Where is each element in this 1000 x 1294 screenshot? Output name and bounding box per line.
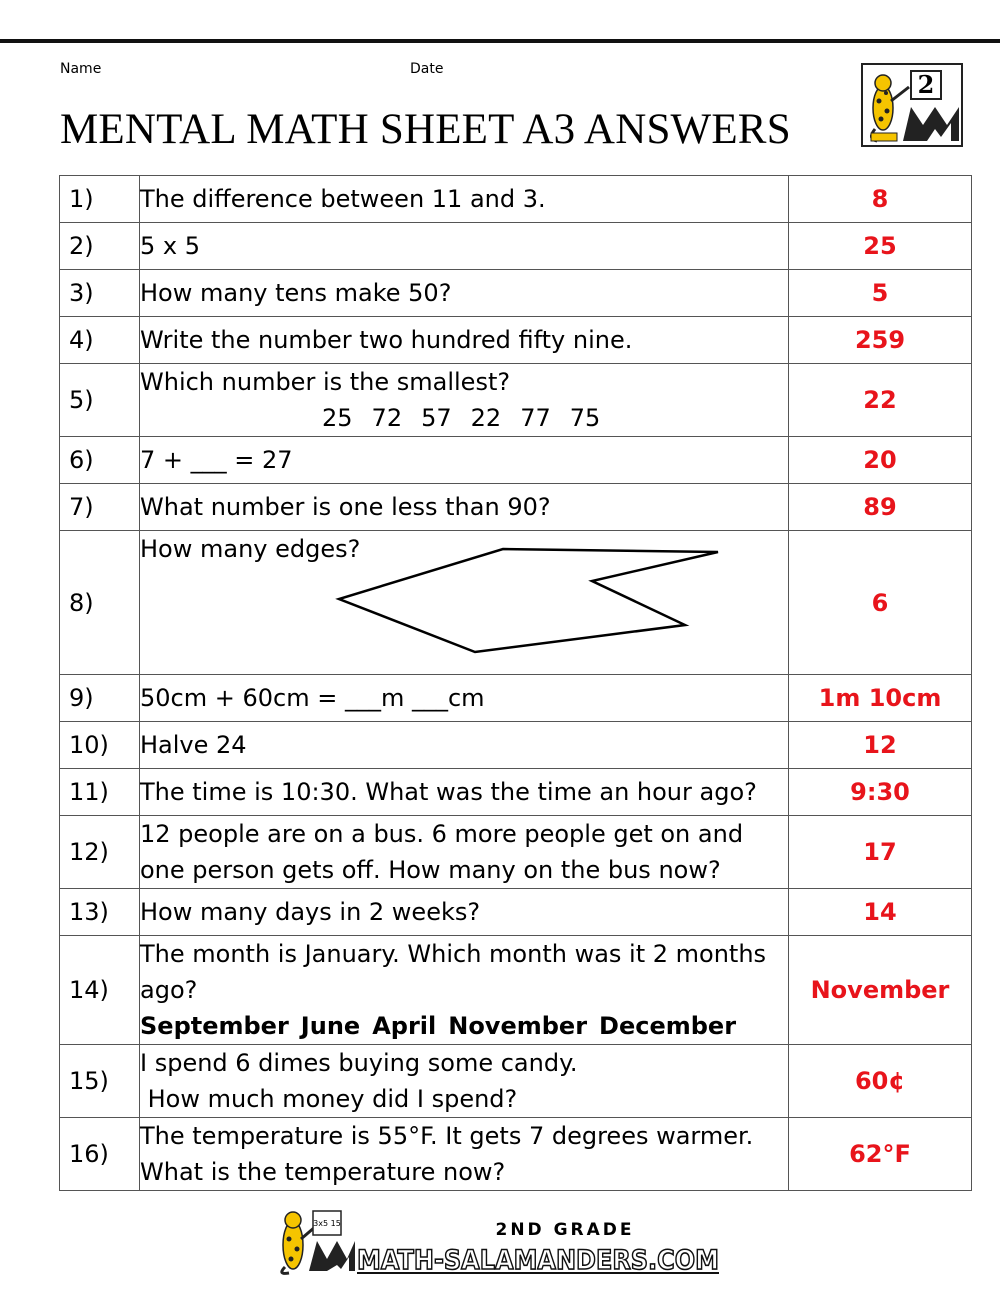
grade-digit: 2 <box>917 70 935 99</box>
table-row <box>60 176 972 223</box>
board-text: 3x5 15 <box>313 1219 341 1228</box>
salamander-logo <box>861 63 963 147</box>
questions-table <box>59 175 972 1191</box>
answer-cell: 14 <box>789 889 972 936</box>
answer-cell: 5 <box>789 270 972 317</box>
number-choice: 25 <box>322 404 353 432</box>
table-row <box>60 484 972 531</box>
table-row <box>60 1118 972 1191</box>
site-text: MATH-SALAMANDERS.COM <box>357 1245 719 1275</box>
answer-cell: 60¢ <box>789 1045 972 1118</box>
question-number: 16) <box>60 1118 140 1191</box>
question-line: The month is January. Which month was it 2 months <box>140 940 767 968</box>
table-row <box>60 889 972 936</box>
answer-cell: November <box>789 936 972 1045</box>
question-text: Write the number two hundred fifty nine. <box>140 317 789 364</box>
answer-cell: 25 <box>789 223 972 270</box>
answer-cell: 17 <box>789 816 972 889</box>
question-text: What number is one less than 90? <box>140 484 789 531</box>
answer-cell: 62°F <box>789 1118 972 1191</box>
table-row <box>60 437 972 484</box>
question-number: 6) <box>60 437 140 484</box>
question-number: 13) <box>60 889 140 936</box>
answer-cell: 22 <box>789 364 972 437</box>
month-option: June <box>300 1012 361 1040</box>
question-line: What is the temperature now? <box>140 1158 506 1186</box>
number-choice: 77 <box>520 404 551 432</box>
table-row <box>60 936 972 1045</box>
table-row <box>60 317 972 364</box>
question-text: The time is 10:30. What was the time an hour ago? <box>140 769 789 816</box>
question-number: 4) <box>60 317 140 364</box>
number-choice: 75 <box>569 404 601 432</box>
question-line: Which number is the smallest? <box>140 368 511 396</box>
month-options <box>140 1012 736 1040</box>
hexagon-shape <box>140 531 792 674</box>
table-row <box>60 769 972 816</box>
month-option: September <box>140 1012 289 1040</box>
answer-cell: 9:30 <box>789 769 972 816</box>
question-number: 7) <box>60 484 140 531</box>
answer-cell: 259 <box>789 317 972 364</box>
question-number: 15) <box>60 1045 140 1118</box>
question-number: 1) <box>60 176 140 223</box>
question-number: 12) <box>60 816 140 889</box>
question-line: The temperature is 55°F. It gets 7 degrees warmer. <box>140 1122 754 1150</box>
question-number: 9) <box>60 675 140 722</box>
salamander-icon <box>282 1212 315 1273</box>
table-row <box>60 223 972 270</box>
question-number: 5) <box>60 364 140 437</box>
table-row <box>60 816 972 889</box>
number-choices <box>140 400 788 436</box>
question-line: one person gets off. How many on the bus now? <box>140 856 721 884</box>
question-text: Halve 24 <box>140 722 789 769</box>
number-choice: 57 <box>421 404 452 432</box>
table-row <box>60 675 972 722</box>
answer-cell: 20 <box>789 437 972 484</box>
date-label: Date <box>410 61 444 77</box>
number-choice: 22 <box>470 404 502 432</box>
m-letter-icon <box>309 1241 355 1271</box>
answer-cell: 8 <box>789 176 972 223</box>
question-text <box>140 936 789 1045</box>
question-number: 8) <box>60 531 140 675</box>
question-line: I spend 6 dimes buying some candy. <box>140 1049 578 1077</box>
question-number: 11) <box>60 769 140 816</box>
footer-logo <box>271 1209 731 1275</box>
table-row <box>60 1045 972 1118</box>
question-text <box>140 364 789 437</box>
grade-text: 2ND GRADE <box>495 1220 635 1240</box>
month-option: November <box>448 1012 588 1040</box>
table-row <box>60 270 972 317</box>
number-choice: 72 <box>371 404 403 432</box>
question-number: 2) <box>60 223 140 270</box>
question-line: How many edges? <box>140 535 361 563</box>
question-line: How much money did I spend? <box>140 1085 518 1113</box>
question-text: The difference between 11 and 3. <box>140 176 789 223</box>
question-text <box>140 1045 789 1118</box>
question-number: 10) <box>60 722 140 769</box>
question-text: 7 + ___ = 27 <box>140 437 789 484</box>
question-text <box>140 531 789 675</box>
answer-cell: 6 <box>789 531 972 675</box>
question-text: 5 x 5 <box>140 223 789 270</box>
question-line: ago? <box>140 976 198 1004</box>
table-row <box>60 364 972 437</box>
answer-cell: 89 <box>789 484 972 531</box>
answer-cell: 1m 10cm <box>789 675 972 722</box>
page-title: MENTAL MATH SHEET A3 ANSWERS <box>60 106 791 153</box>
answer-cell: 12 <box>789 722 972 769</box>
month-option: April <box>372 1012 437 1040</box>
question-text <box>140 816 789 889</box>
question-line: 12 people are on a bus. 6 more people get on and <box>140 820 744 848</box>
table-row <box>60 531 972 675</box>
table-row <box>60 722 972 769</box>
question-number: 14) <box>60 936 140 1045</box>
name-label: Name <box>60 61 102 77</box>
question-text <box>140 1118 789 1191</box>
question-text: How many days in 2 weeks? <box>140 889 789 936</box>
top-rule <box>0 39 1000 43</box>
question-text: How many tens make 50? <box>140 270 789 317</box>
question-text: 50cm + 60cm = ___m ___cm <box>140 675 789 722</box>
month-option: December <box>599 1012 737 1040</box>
question-number: 3) <box>60 270 140 317</box>
